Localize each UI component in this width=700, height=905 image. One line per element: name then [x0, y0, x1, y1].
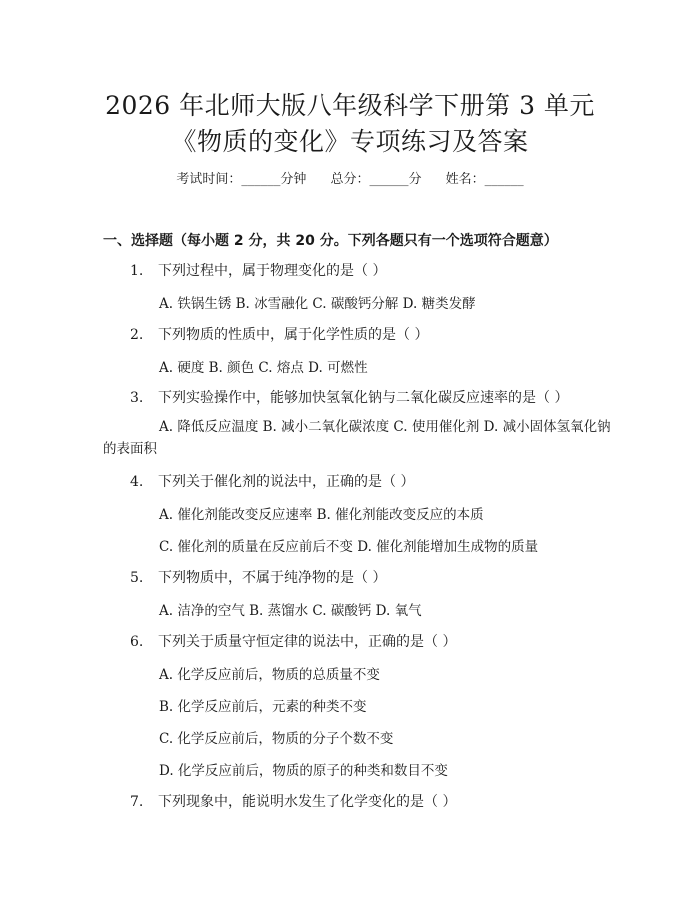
question-4	[130, 471, 414, 491]
question-number: 4.	[130, 474, 144, 490]
question-number: 7.	[130, 794, 144, 810]
question-text: 下列现象中，能说明水发生了化学变化的是（ ）	[158, 794, 457, 810]
question-number: 1.	[130, 263, 144, 279]
question-text: 下列物质中，不属于纯净物的是（ ）	[158, 570, 387, 586]
question-1	[130, 260, 386, 280]
question-5-options: A. 洁净的空气 B. 蒸馏水 C. 碳酸钙 D. 氧气	[159, 603, 422, 619]
question-number: 2.	[130, 327, 144, 343]
question-6	[130, 631, 456, 651]
document-title-line-1: 2026 年北师大版八年级科学下册第 3 单元	[105, 91, 595, 120]
question-6-option-a: A. 化学反应前后，物质的总质量不变	[159, 667, 380, 683]
section-heading-multiple-choice: 一、选择题（每小题 2 分，共 20 分。下列各题只有一个选项符合题意）	[103, 233, 558, 249]
student-name-field: 姓名：______	[445, 172, 524, 187]
total-score-field: 总分：______分	[330, 172, 422, 187]
question-2	[130, 324, 428, 344]
question-6-option-d: D. 化学反应前后，物质的原子的种类和数目不变	[159, 763, 448, 779]
question-6-option-c: C. 化学反应前后，物质的分子个数不变	[159, 731, 394, 747]
question-text: 下列物质的性质中，属于化学性质的是（ ）	[158, 327, 429, 343]
question-5	[130, 567, 386, 587]
exam-meta	[0, 168, 700, 187]
question-text: 下列关于质量守恒定律的说法中，正确的是（ ）	[158, 634, 457, 650]
question-1-options: A. 铁锅生锈 B. 冰雪融化 C. 碳酸钙分解 D. 糖类发酵	[159, 296, 476, 312]
exam-time-field: 考试时间：______分钟	[176, 172, 307, 187]
question-3-options: A. 降低反应温度 B. 减小二氧化碳浓度 C. 使用催化剂 D. 减小固体氢氧化钠的表面积	[103, 419, 611, 457]
question-4-options-line-1: A. 催化剂能改变反应速率 B. 催化剂能改变反应的本质	[159, 507, 484, 523]
question-text: 下列实验操作中，能够加快氢氧化钠与二氧化碳反应速率的是（ ）	[158, 390, 569, 406]
question-text: 下列过程中，属于物理变化的是（ ）	[158, 263, 387, 279]
question-number: 6.	[130, 634, 144, 650]
question-text: 下列关于催化剂的说法中，正确的是（ ）	[158, 474, 415, 490]
question-2-options: A. 硬度 B. 颜色 C. 熔点 D. 可燃性	[159, 360, 368, 376]
question-7	[130, 791, 456, 811]
question-6-option-b: B. 化学反应前后，元素的种类不变	[159, 699, 367, 715]
question-3	[130, 387, 568, 407]
question-4-options-line-2: C. 催化剂的质量在反应前后不变 D. 催化剂能增加生成物的质量	[159, 539, 539, 555]
question-number: 5.	[130, 570, 144, 586]
question-number: 3.	[130, 390, 144, 406]
document-title-line-2: 《物质的变化》专项练习及答案	[171, 127, 529, 156]
